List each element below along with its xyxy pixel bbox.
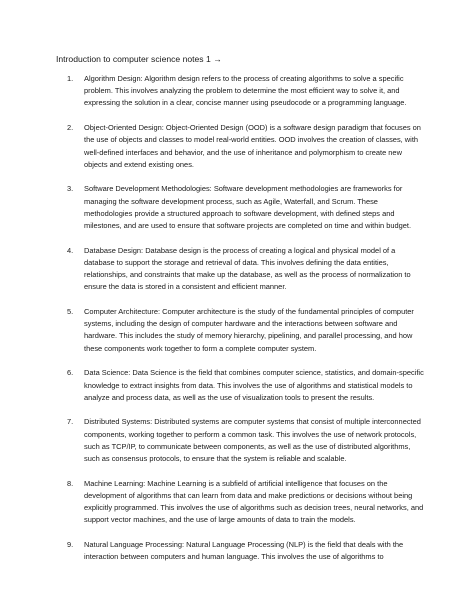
list-item-text: Object-Oriented Design: Object-Oriented Design (OOD) is a software design paradigm that focuses on the use of objects and classes to model real-world entities. OOD involves the creation of classes, with well-defined interfaces and behavior, and the use of inheritance and polymorphism to create new objects and extend existing ones. xyxy=(84,123,421,169)
list-item-number: 4. xyxy=(67,245,74,255)
list-item-text: Data Science: Data Science is the field that combines computer science, statistics, and domain-specific knowledge to extract insights from data. This involves the use of algorithms and statistical models to analyze and process data, as well as the use of visualization tools to present the results. xyxy=(84,368,424,402)
list-item-text: Database Design: Database design is the process of creating a logical and physical model of a database to support the storage and retrieval of data. This involves defining the data entities, relationships, and constraints that make up the database, as well as the process of normalization to ensure the data is stored in a consistent and efficient manner. xyxy=(84,245,411,292)
list-item-number: 2. xyxy=(67,123,74,133)
list-item xyxy=(56,122,426,171)
list-item xyxy=(56,478,426,527)
list-item xyxy=(56,183,426,232)
list-item-text: Algorithm Design: Algorithm design refers to the process of creating algorithms to solve a specific problem. This involves analyzing the problem to determine the most efficient way to solve it, and expressing the solution in a clear, concise manner using pseudocode or a programming language. xyxy=(84,74,407,108)
list-item xyxy=(56,539,426,563)
list-item-number: 7. xyxy=(67,417,74,427)
list-item-number: 1. xyxy=(67,74,74,83)
list-item-text: Computer Architecture: Computer architecture is the study of the fundamental principles of computer systems, including the design of computer hardware and the interactions between software and hardware. This includes the study of memory hierarchy, pipelining, and parallel processing, and how these components work together to form a complete computer system. xyxy=(84,307,414,353)
list-item-number: 5. xyxy=(67,307,74,317)
list-item xyxy=(56,245,426,294)
list-item-text: Software Development Methodologies: Software development methodologies are frameworks for managing the software development process, such as Agile, Waterfall, and Scrum. These methodologies provide a structured approach to software development, with defined steps and milestones, and are used to ensure that software projects are completed on time and within budget. xyxy=(84,184,412,231)
list-item xyxy=(56,73,426,110)
document-title: Introduction to computer science notes 1 → xyxy=(56,54,222,64)
list-item-number: 3. xyxy=(67,184,74,194)
list-item-text: Machine Learning: Machine Learning is a subfield of artificial intelligence that focuses on the development of algorithms that can learn from data and make predictions or decisions without being explicitly programmed. This involves the use of algorithms such as decision trees, neural networks, and support vector machines, and the use of large amounts of data to train the models. xyxy=(84,478,424,525)
list-item-number: 6. xyxy=(67,368,74,378)
list-item-number: 8. xyxy=(67,478,74,488)
list-item-text: Natural Language Processing: Natural Language Processing (NLP) is the field that deals with the interaction between computers and human language. This involves the use of algorithms to xyxy=(84,540,404,562)
list-item xyxy=(56,306,426,355)
list-item xyxy=(56,367,426,404)
list-item-number: 9. xyxy=(67,540,74,550)
list-item-text: Distributed Systems: Distributed systems are computer systems that consist of multiple interconnected components, working together to perform a common task. This involves the use of network protocols, such as TCP/IP, to communicate between components, as well as the use of distributed algorithms, such as consensus protocols, to ensure that the system is reliable and scalable. xyxy=(84,417,421,464)
list-item xyxy=(56,416,426,465)
notes-list xyxy=(56,73,426,576)
